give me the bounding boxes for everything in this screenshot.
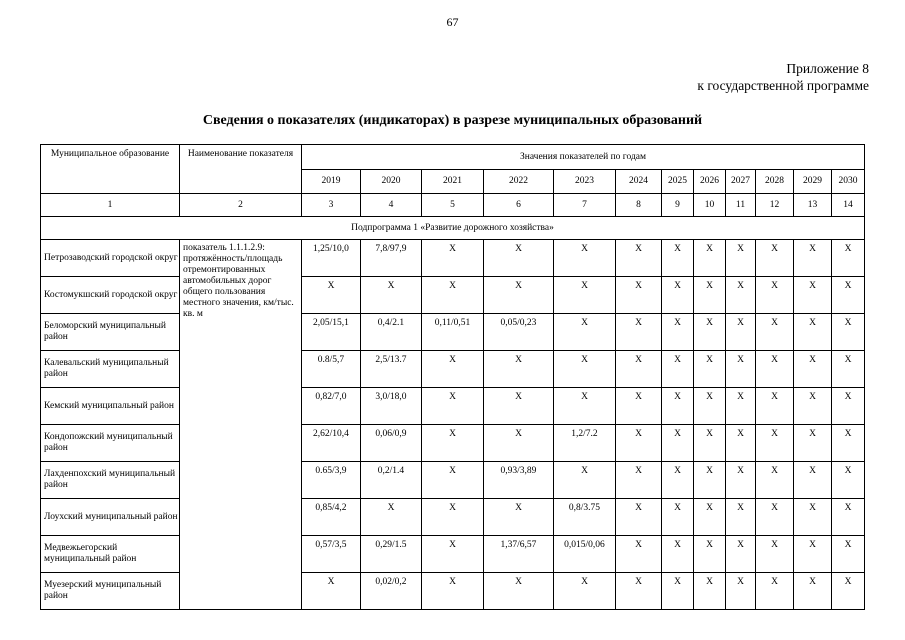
indicator-value: X — [756, 536, 794, 573]
indicator-value: X — [832, 351, 865, 388]
indicator-value: 0,02/0,2 — [361, 573, 422, 610]
indicator-value: X — [662, 388, 694, 425]
municipality-name: Медвежьегорский муниципальный район — [41, 536, 180, 573]
header-row — [41, 145, 865, 170]
municipality-name: Лоухский муниципальный район — [41, 499, 180, 536]
header-year: 2020 — [361, 170, 422, 194]
column-number: 13 — [794, 194, 832, 217]
indicator-value: X — [554, 388, 616, 425]
municipality-name: Калевальский муниципальный район — [41, 351, 180, 388]
indicator-value: X — [756, 388, 794, 425]
indicator-value: X — [794, 388, 832, 425]
page-number: 67 — [446, 15, 459, 29]
indicator-value: X — [554, 573, 616, 610]
column-number: 9 — [662, 194, 694, 217]
indicator-value: X — [794, 425, 832, 462]
municipality-name: Лахденпохский муниципальный район — [41, 462, 180, 499]
indicator-value: X — [832, 573, 865, 610]
indicator-value: X — [726, 351, 756, 388]
indicator-value: X — [726, 240, 756, 277]
indicator-value: X — [484, 425, 554, 462]
indicator-value: X — [361, 499, 422, 536]
indicator-value: 1,25/10,0 — [302, 240, 361, 277]
header-year: 2024 — [616, 170, 662, 194]
indicator-value: 0,85/4,2 — [302, 499, 361, 536]
indicator-value: X — [662, 536, 694, 573]
column-number: 6 — [484, 194, 554, 217]
indicator-value: X — [832, 462, 865, 499]
indicator-value: X — [726, 499, 756, 536]
indicator-value: X — [726, 536, 756, 573]
header-year: 2030 — [832, 170, 865, 194]
column-number: 2 — [180, 194, 302, 217]
indicator-value: X — [616, 425, 662, 462]
indicator-value: 0,29/1.5 — [361, 536, 422, 573]
indicator-value: X — [794, 536, 832, 573]
indicator-value: X — [422, 351, 484, 388]
header-values-by-year: Значения показателей по годам — [302, 145, 865, 170]
indicator-value: 0,4/2.1 — [361, 314, 422, 351]
indicator-value: X — [832, 388, 865, 425]
indicator-value: X — [616, 351, 662, 388]
indicator-value: X — [422, 277, 484, 314]
subprogram-title: Подпрограмма 1 «Развитие дорожного хозяйства» — [41, 217, 865, 240]
indicator-value: X — [794, 277, 832, 314]
indicator-value: X — [726, 388, 756, 425]
indicator-value: X — [662, 277, 694, 314]
indicator-value: X — [616, 277, 662, 314]
indicator-value: X — [662, 240, 694, 277]
indicator-value: X — [554, 277, 616, 314]
municipality-name: Кондопожский муниципальный район — [41, 425, 180, 462]
indicator-value: X — [694, 314, 726, 351]
indicator-value: X — [832, 536, 865, 573]
header-year: 2021 — [422, 170, 484, 194]
indicator-value: X — [756, 425, 794, 462]
indicator-value: X — [726, 425, 756, 462]
column-number: 4 — [361, 194, 422, 217]
table-row — [41, 277, 865, 314]
table-row — [41, 573, 865, 610]
indicator-value: 0,015/0,06 — [554, 536, 616, 573]
indicator-value: X — [694, 277, 726, 314]
column-number: 7 — [554, 194, 616, 217]
indicator-value: 0,8/3.75 — [554, 499, 616, 536]
indicator-value: X — [302, 573, 361, 610]
indicator-value: X — [422, 425, 484, 462]
header-year: 2025 — [662, 170, 694, 194]
indicator-value: X — [662, 351, 694, 388]
indicator-value: X — [302, 277, 361, 314]
table-row — [41, 388, 865, 425]
indicator-value: X — [694, 573, 726, 610]
indicator-value: X — [554, 351, 616, 388]
indicator-value: X — [422, 536, 484, 573]
indicator-value: X — [484, 388, 554, 425]
municipality-name: Петрозаводский городской округ — [41, 240, 180, 277]
indicator-value: X — [794, 351, 832, 388]
indicator-value: X — [794, 462, 832, 499]
header-year: 2028 — [756, 170, 794, 194]
indicator-value: X — [616, 240, 662, 277]
indicator-value: X — [694, 462, 726, 499]
indicator-value: 0,05/0,23 — [484, 314, 554, 351]
indicator-value: X — [554, 462, 616, 499]
municipality-name: Беломорский муниципальный район — [41, 314, 180, 351]
indicator-value: X — [422, 499, 484, 536]
indicator-value: X — [694, 536, 726, 573]
indicator-value: 0.8/5,7 — [302, 351, 361, 388]
indicator-value: X — [484, 573, 554, 610]
subprogram-row — [41, 217, 865, 240]
indicator-value: X — [694, 499, 726, 536]
indicator-value: X — [422, 462, 484, 499]
indicator-value: 0,2/1.4 — [361, 462, 422, 499]
indicator-value: 2,62/10,4 — [302, 425, 361, 462]
header-municipality: Муниципальное образование — [41, 145, 180, 194]
indicator-value: X — [726, 314, 756, 351]
indicator-value: X — [662, 462, 694, 499]
indicator-value: X — [484, 499, 554, 536]
indicator-value: 2,05/15,1 — [302, 314, 361, 351]
indicator-value: 3,0/18,0 — [361, 388, 422, 425]
indicator-value: X — [832, 314, 865, 351]
indicator-value: X — [361, 277, 422, 314]
header-year: 2029 — [794, 170, 832, 194]
table-row — [41, 240, 865, 277]
table-row — [41, 314, 865, 351]
indicator-value: X — [616, 573, 662, 610]
indicator-value: 0.65/3,9 — [302, 462, 361, 499]
column-number: 5 — [422, 194, 484, 217]
indicator-value: X — [554, 240, 616, 277]
indicator-value: 0,57/3,5 — [302, 536, 361, 573]
indicator-value: X — [662, 314, 694, 351]
indicator-value: X — [484, 240, 554, 277]
indicator-value: 0,11/0,51 — [422, 314, 484, 351]
indicator-value: X — [694, 240, 726, 277]
indicator-value: X — [726, 462, 756, 499]
indicator-value: X — [726, 573, 756, 610]
indicator-value: X — [794, 499, 832, 536]
indicator-value: 7,8/97,9 — [361, 240, 422, 277]
municipality-name: Костомукшский городской округ — [41, 277, 180, 314]
indicator-value: X — [794, 240, 832, 277]
header-indicator: Наименование показателя — [180, 145, 302, 194]
indicator-value: 2,5/13.7 — [361, 351, 422, 388]
indicator-value: X — [484, 351, 554, 388]
indicator-value: X — [794, 314, 832, 351]
indicator-value: X — [832, 425, 865, 462]
indicator-value: X — [662, 573, 694, 610]
indicator-value: X — [756, 462, 794, 499]
indicator-value: X — [484, 277, 554, 314]
column-number: 3 — [302, 194, 361, 217]
indicator-value: X — [694, 388, 726, 425]
indicator-value: X — [756, 499, 794, 536]
indicator-value: X — [616, 536, 662, 573]
appendix-line-1: Приложение 8 — [786, 61, 869, 76]
indicator-value: 0,06/0,9 — [361, 425, 422, 462]
column-number: 14 — [832, 194, 865, 217]
column-numbers-row — [41, 194, 865, 217]
indicator-value: X — [756, 277, 794, 314]
indicator-value: X — [422, 240, 484, 277]
appendix-caption — [697, 60, 869, 94]
indicators-table — [40, 144, 865, 610]
column-number: 11 — [726, 194, 756, 217]
table-row — [41, 425, 865, 462]
indicator-value: X — [832, 277, 865, 314]
indicator-value: X — [662, 425, 694, 462]
indicator-value: X — [554, 314, 616, 351]
table-row — [41, 536, 865, 573]
municipality-name: Кемский муниципальный район — [41, 388, 180, 425]
document-title: Сведения о показателях (индикаторах) в разрезе муниципальных образований — [202, 113, 703, 128]
column-number: 12 — [756, 194, 794, 217]
column-number: 8 — [616, 194, 662, 217]
header-year: 2022 — [484, 170, 554, 194]
indicator-value: X — [832, 499, 865, 536]
indicator-value: X — [422, 573, 484, 610]
indicator-value: 1,2/7.2 — [554, 425, 616, 462]
indicator-value: X — [756, 240, 794, 277]
indicator-value: X — [616, 388, 662, 425]
indicator-value: X — [832, 240, 865, 277]
header-year: 2019 — [302, 170, 361, 194]
indicator-value: X — [662, 499, 694, 536]
indicator-name: показатель 1.1.1.2.9: протяжённость/площадь отремонтированных автомобильных дорог общего пользования местного значения, км/тыс. кв. м — [180, 240, 302, 610]
table-row — [41, 499, 865, 536]
municipality-name: Муезерский муниципальный район — [41, 573, 180, 610]
column-number: 1 — [41, 194, 180, 217]
indicator-value: X — [756, 351, 794, 388]
indicator-value: X — [616, 499, 662, 536]
indicator-value: 0,93/3,89 — [484, 462, 554, 499]
indicator-value: X — [794, 573, 832, 610]
column-number: 10 — [694, 194, 726, 217]
indicator-value: X — [616, 314, 662, 351]
indicator-value: X — [422, 388, 484, 425]
indicator-value: X — [694, 351, 726, 388]
table-row — [41, 351, 865, 388]
indicator-value: 0,82/7,0 — [302, 388, 361, 425]
indicator-value: X — [616, 462, 662, 499]
indicator-value: X — [756, 314, 794, 351]
appendix-line-2: к государственной программе — [697, 78, 869, 93]
header-year: 2027 — [726, 170, 756, 194]
header-year: 2023 — [554, 170, 616, 194]
indicator-value: X — [756, 573, 794, 610]
header-year: 2026 — [694, 170, 726, 194]
indicator-value: X — [694, 425, 726, 462]
indicator-value: X — [726, 277, 756, 314]
indicator-value: 1,37/6,57 — [484, 536, 554, 573]
table-row — [41, 462, 865, 499]
